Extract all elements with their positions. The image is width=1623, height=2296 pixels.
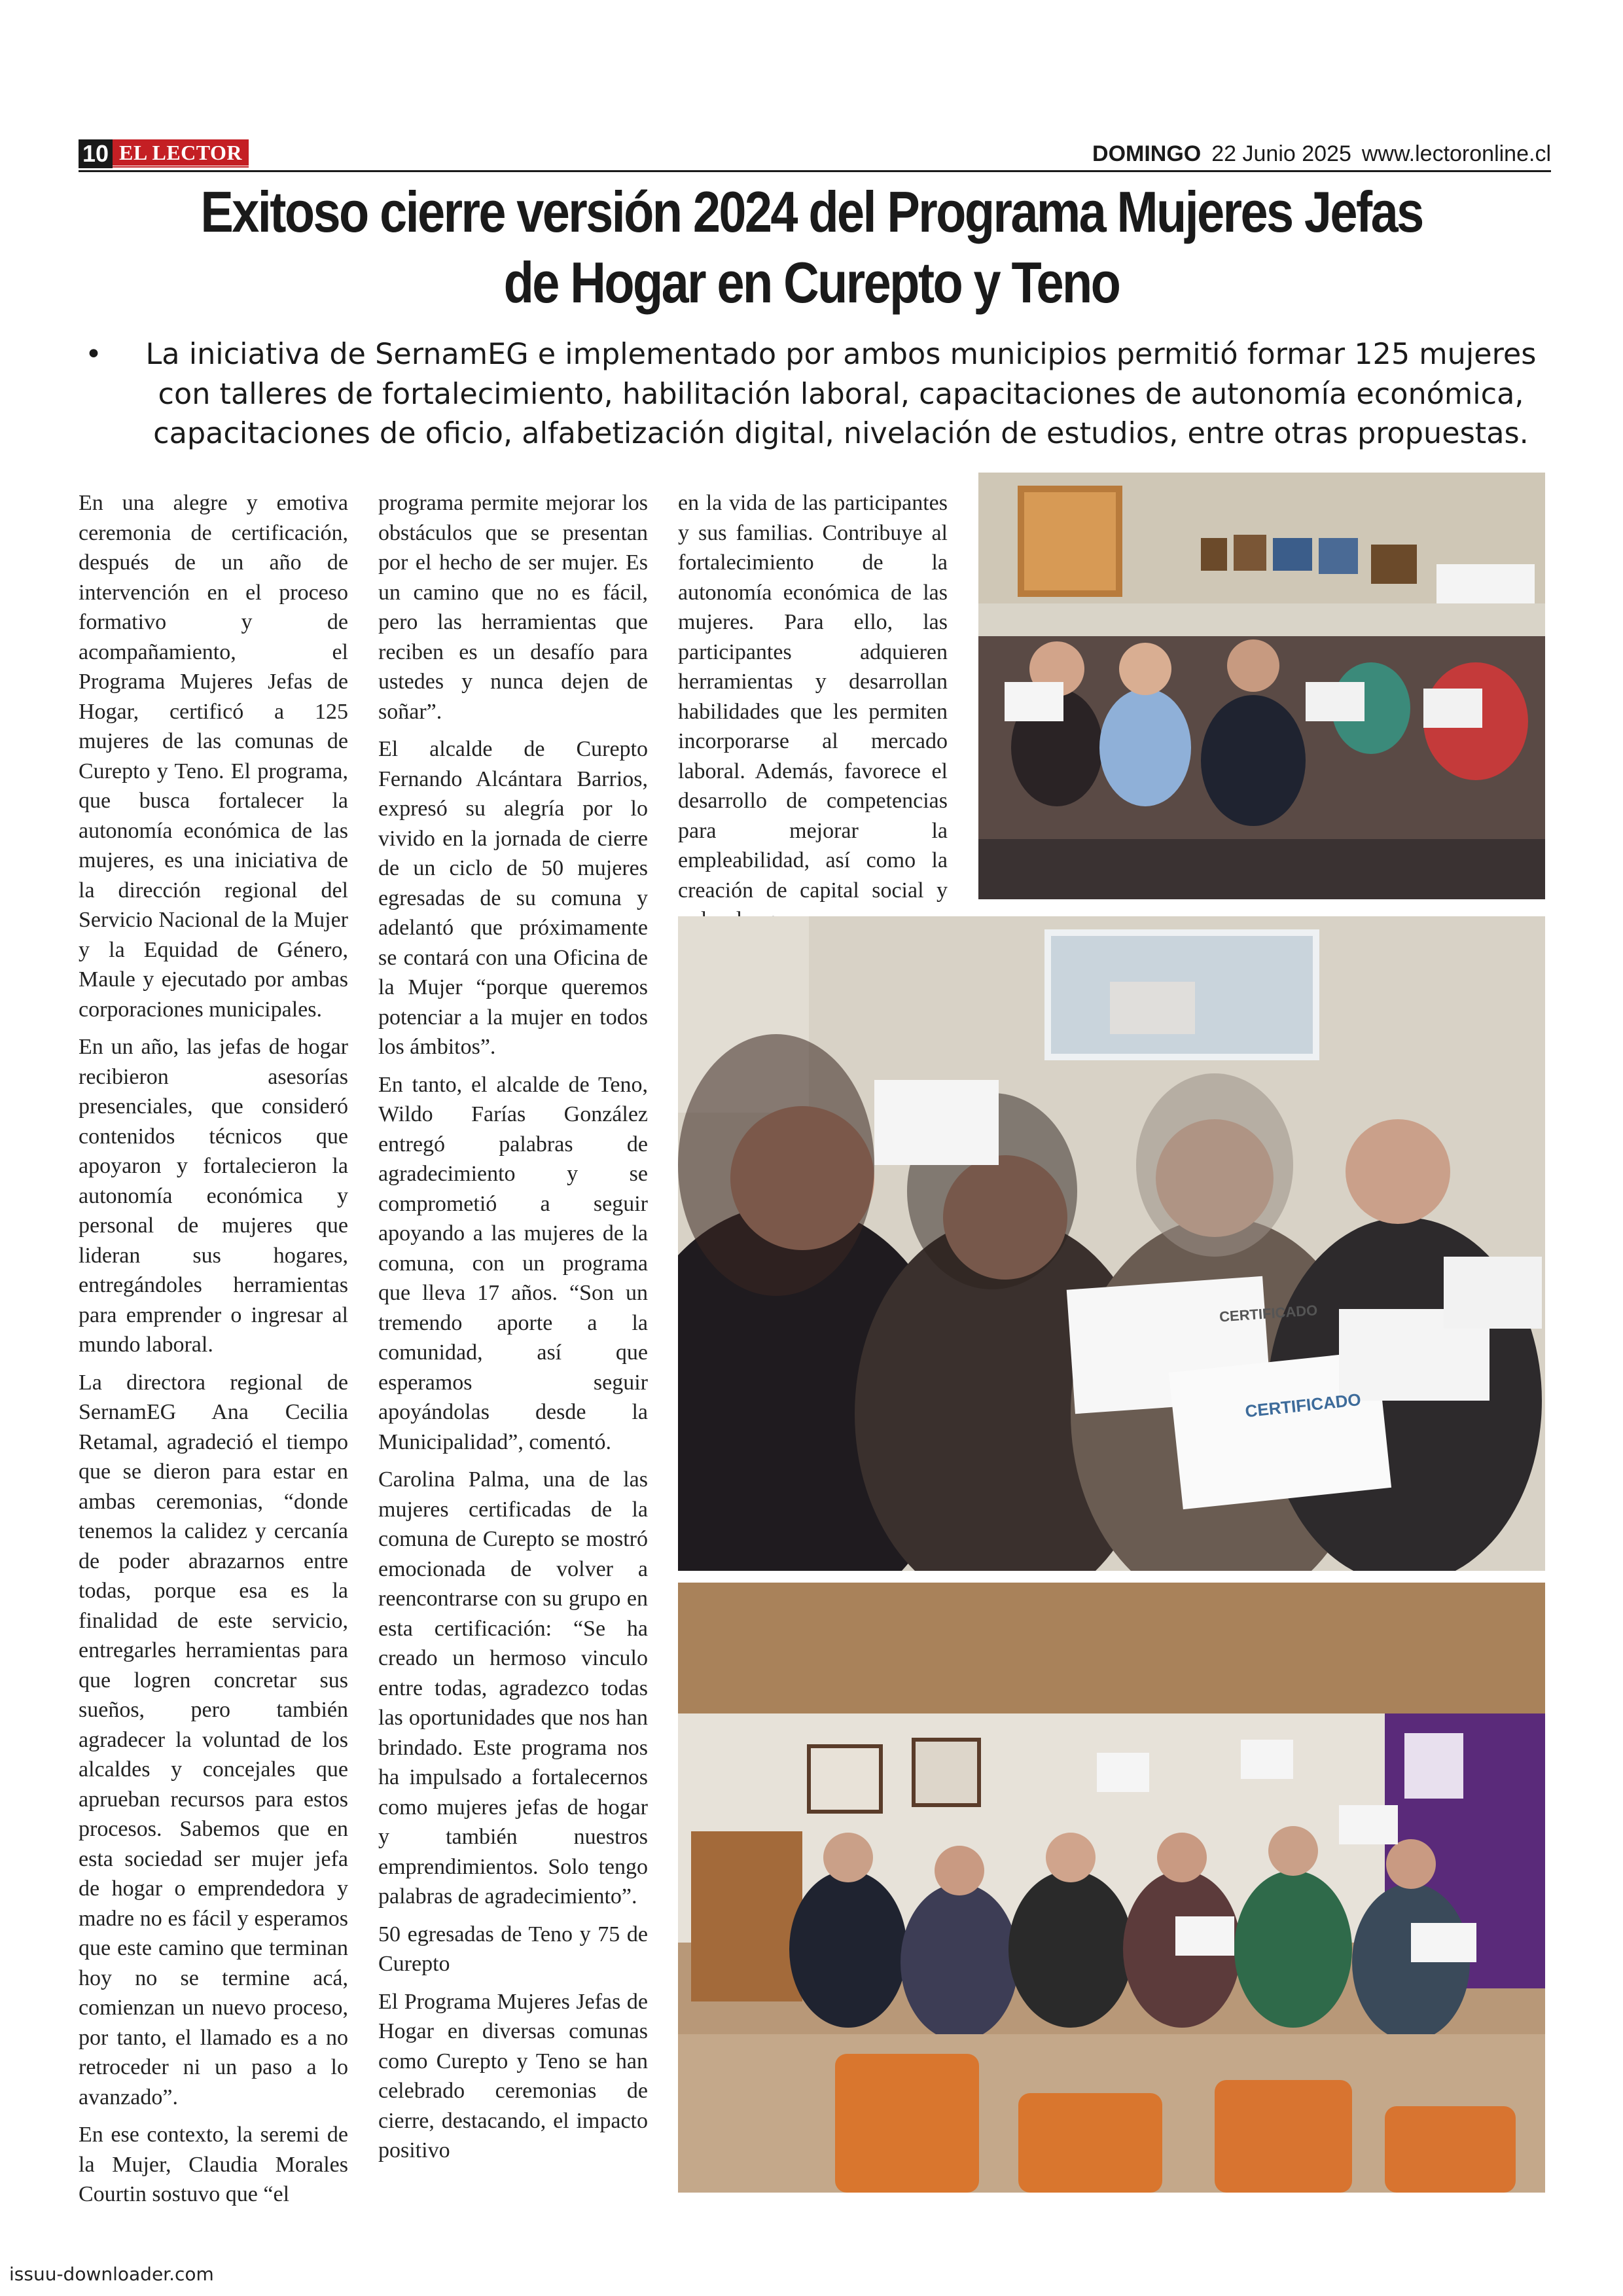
body-paragraph: en la vida de las participantes y sus familias. Contribuye al fortalecimiento de la autonomía económica de las mujeres. Para ello, las participantes adquieren herramientas y desarrollan habilidades que les permiten incorporarse al mercado laboral. Además, favorece el desarrollo de competencias para mejorar la empleabilidad, así como la creación de capital social y bbox=[678, 491, 948, 903]
body-paragraph: El alcalde de Curepto Fernando Alcántara Barrios, expresó su alegría por lo vivido en la jornada de cierre de un ciclo de 50 mujeres egresadas de su comuna y adelantó que próximamente se contará con una Oficina de la Mujer “porque queremos potenciar a la mujer en todos los ámbitos”. bbox=[378, 737, 648, 1059]
photo-seated-group bbox=[978, 473, 1545, 899]
certificate-label: CERTIFICADO bbox=[1219, 1302, 1319, 1325]
body-paragraph: En ese contexto, la seremi de la Mujer, Claudia Morales Courtin sostuvo que “el bbox=[79, 2123, 348, 2206]
body-column-3 bbox=[678, 488, 948, 943]
body-column-2 bbox=[378, 488, 648, 2174]
body-paragraph: El Programa Mujeres Jefas de Hogar en diversas comunas como Curepto y Teno se han celebrado ceremonias de cierre, destacando, el impacto positivo bbox=[378, 1989, 648, 2162]
masthead bbox=[79, 139, 249, 168]
website-link[interactable]: www.lectoronline.cl bbox=[1361, 141, 1551, 166]
header-rule bbox=[79, 170, 1551, 172]
body-paragraph: En una alegre y emotiva ceremonia de certificación, después de un año de intervención en el proceso formativo y de acompañamiento, el Programa Mujeres Jefas de Hogar, certificó a 125 mujeres de las comunas de Curepto y Teno. El programa, que busca fortalecer la autonomía económica de las mujeres, es una iniciativa de la dirección regional del Servicio Nacional de la Mujer y la Equidad de Género, Maule y ejecutado por ambas corporaciones municipales. bbox=[79, 491, 348, 1022]
body-column-1 bbox=[79, 488, 348, 2217]
photo-women-certificates bbox=[678, 916, 1545, 1571]
lead-bullet: • bbox=[85, 338, 102, 371]
body-paragraph: programa permite mejorar los obstáculos que se presentan por el hecho de ser mujer. Es un camino que no es fácil, pero las herramientas que reciben es un desafío para ustedes y nunca dejen de soñar”. bbox=[378, 491, 648, 724]
subheading: 50 egresadas de Teno y 75 de Curepto bbox=[378, 1922, 648, 1976]
certificate-label: CERTIFICADO bbox=[1244, 1389, 1362, 1422]
newspaper-logo: EL LECTOR bbox=[113, 139, 249, 168]
issue-day: DOMINGO bbox=[1092, 141, 1202, 166]
page-number: 10 bbox=[79, 139, 113, 168]
source-watermark: issuu-downloader.com bbox=[9, 2263, 214, 2285]
issue-info bbox=[1092, 141, 1551, 167]
body-paragraph: En un año, las jefas de hogar recibieron asesorías presenciales, que consideró contenidos técnicos que apoyaron y fortalecieron la autonomía económica y personal de mujeres que lideran sus hogares, entregándoles herramientas para emprender o ingresar al mundo laboral. bbox=[79, 1035, 348, 1357]
body-paragraph: En tanto, el alcalde de Teno, Wildo Farías González entregó palabras de agradecimiento y se comprometió a seguir apoyando a las mujeres de la comuna, con un programa que lleva 17 años. “Son un tremendo aporte a la comunidad, así que esperamos seguir apoyándolas desde la Municipalidad”, comentó. bbox=[378, 1072, 648, 1454]
body-paragraph: La directora regional de SernamEG Ana Cecilia Retamal, agradeció el tiempo que se dieron para estar en ambas ceremonias, “donde tenemos la calidez y cercanía de poder abrazarnos entre todas, porque esa es la finalidad de este servicio, entregarles herramientas para que logren concretar sus sueños, pero también agradecer la voluntad de los alcaldes y concejales que aprueban recursos para estos procesos. Sabemos que en esta sociedad ser mujer jefa de hogar o emprendedora y madre no es fácil y esperamos que este camino que terminan hoy no se termine acá, comienzan un nuevo proceso, por tanto, el llamado es a no retroceder ni un paso a lo avanzado”. bbox=[79, 1370, 348, 2109]
photo-group-celebration bbox=[678, 1583, 1545, 2193]
article-lead: La iniciativa de SernamEG e implementado por ambos municipios permitió formar 125 mujeres con talleres de fortalecimiento, habilitación laboral, capacitaciones de autonomía económica, capacitaciones de oficio, alfabetización digital, nivelación de estudios, entre otras propuestas. bbox=[145, 338, 1537, 450]
body-paragraph: Carolina Palma, una de las mujeres certificadas de la comuna de Curepto se mostró emocionada de volver a reencontrarse con su grupo en esta certificación: “Se ha creado un hermoso vinculo entre todas, agradezco todas las oportunidades que nos han brindado. Este programa nos ha impulsado a fortalecernos como mujeres jefas de hogar y también nuestros emprendimientos. Solo tengo palabras de agradecimiento”. bbox=[378, 1467, 648, 1909]
article-title: Exitoso cierre versión 2024 del Programa Mujeres Jefas de Hogar en Curepto y Teno bbox=[200, 179, 1423, 315]
issue-date: 22 Junio 2025 bbox=[1211, 141, 1351, 166]
